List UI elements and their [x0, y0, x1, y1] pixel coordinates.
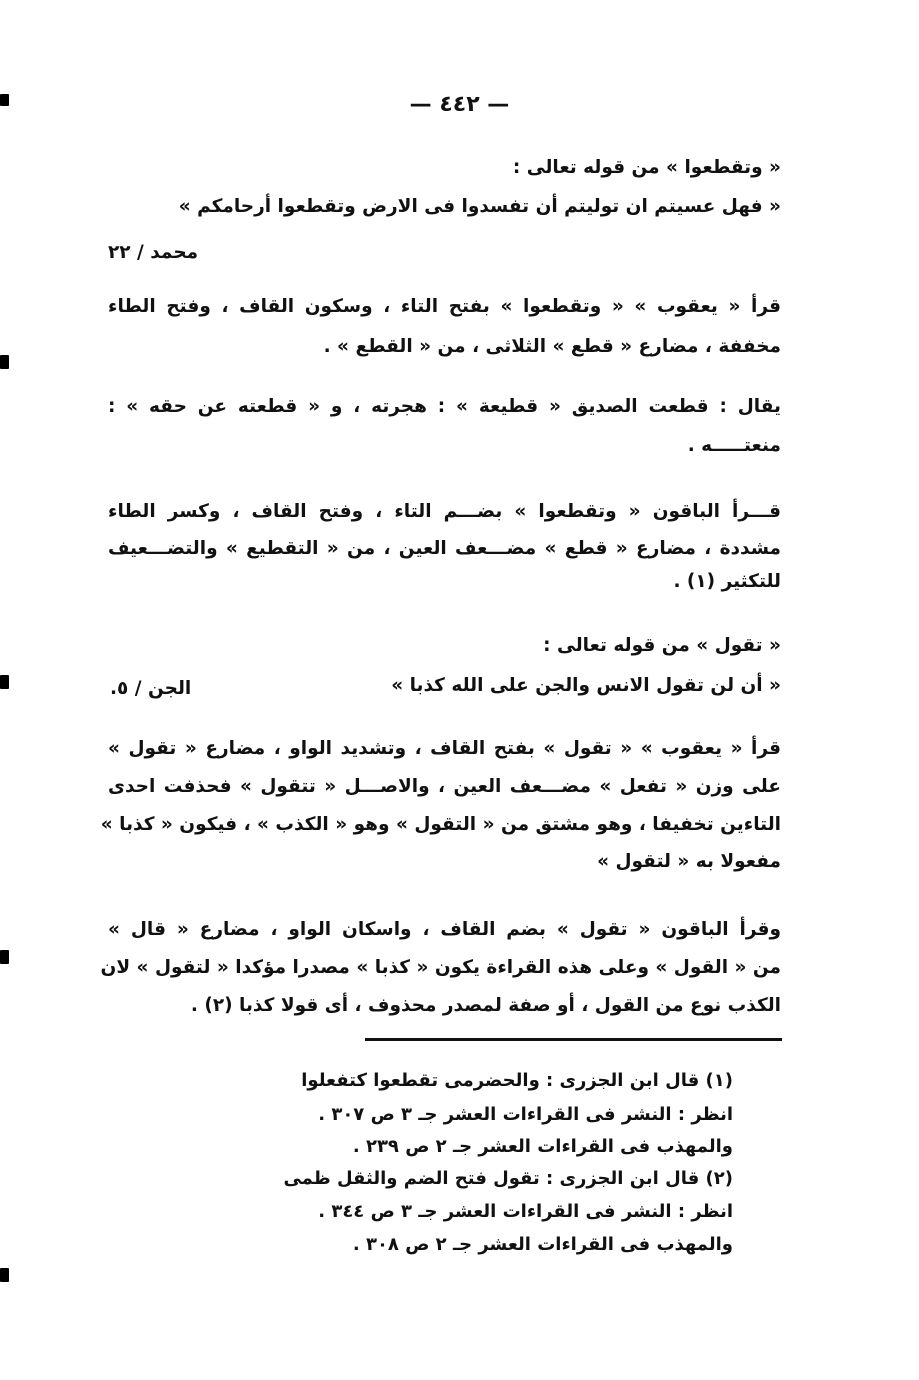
page-number: — ٤٤٢ — [409, 92, 510, 117]
paragraph-line: مفعولا به « لتقول » [597, 851, 781, 872]
paragraph-line: التاءين تخفيفا ، وهو مشتق من « التقول » وهو « الكذب » ، فيكون « كذبا » [100, 814, 781, 835]
section-heading: « تقول » من قوله تعالى : [543, 635, 781, 656]
paragraph-line: من « القول » وعلى هذه القراءة يكون « كذبا » مصدرا مؤكدا « لتقول » لان [100, 957, 781, 978]
paragraph-line: على وزن « تفعل » مضـــعف العين ، والاصـــل « تتقول » فحذفت احدى [108, 776, 781, 797]
quran-verse: « أن لن تقول الانس والجن على الله كذبا » [391, 675, 781, 696]
footnote-line: والمهذب فى القراءات العشر جـ ٢ ص ٣٠٨ . [352, 1234, 733, 1255]
paragraph-line: وقرأ الباقون « تقول » بضم القاف ، واسكان الواو ، مضارع « قال » [108, 919, 781, 940]
footnote-line: انظر : النشر فى القراءات العشر جـ ٣ ص ٣٠٧ . [318, 1104, 733, 1125]
margin-mark [0, 675, 9, 689]
paragraph-line: للتكثير (١) . [673, 571, 781, 592]
paragraph-line: يقال : قطعت الصديق « قطيعة » : هجرته ، و « قطعته عن حقه » : [108, 396, 781, 417]
margin-mark [0, 1268, 9, 1282]
footnote-line: والمهذب فى القراءات العشر جـ ٢ ص ٢٣٩ . [352, 1136, 733, 1157]
section-heading: « وتقطعوا » من قوله تعالى : [512, 157, 781, 178]
margin-mark [0, 355, 9, 369]
paragraph-line: الكذب نوع من القول ، أو صفة لمصدر محذوف ، أى قولا كذبا (٢) . [190, 995, 781, 1016]
footnote-divider [365, 1038, 782, 1041]
paragraph-line: مشددة ، مضارع « قطع » مضـــعف العين ، من « التقطيع » والتضـــعيف [108, 538, 781, 559]
paragraph-line: منعتـــــه . [687, 435, 781, 456]
footnote-line: (٢) قال ابن الجزرى : تقول فتح الضم والثقل ظمى [283, 1168, 733, 1189]
paragraph-line: مخففة ، مضارع « قطع » الثلاثى ، من « القطع » . [323, 336, 781, 357]
verse-reference: الجن / ٥. [110, 678, 192, 699]
footnote-line: (١) قال ابن الجزرى : والحضرمى تقطعوا كتفعلوا [301, 1070, 733, 1091]
footnote-line: انظر : النشر فى القراءات العشر جـ ٣ ص ٣٤٤ . [318, 1201, 733, 1222]
paragraph-line: قرأ « يعقوب » « وتقطعوا » بفتح التاء ، وسكون القاف ، وفتح الطاء [108, 296, 781, 317]
paragraph-line: قرأ « يعقوب » « تقول » بفتح القاف ، وتشديد الواو ، مضارع « تقول » [108, 738, 781, 759]
quran-verse: « فهل عسيتم ان توليتم أن تفسدوا فى الارض وتقطعوا أرحامكم » [178, 196, 781, 217]
verse-reference: محمد / ٢٢ [108, 242, 199, 263]
margin-mark [0, 950, 9, 964]
paragraph-line: قـــرأ الباقون « وتقطعوا » بضـــم التاء ، وفتح القاف ، وكسر الطاء [108, 501, 781, 522]
